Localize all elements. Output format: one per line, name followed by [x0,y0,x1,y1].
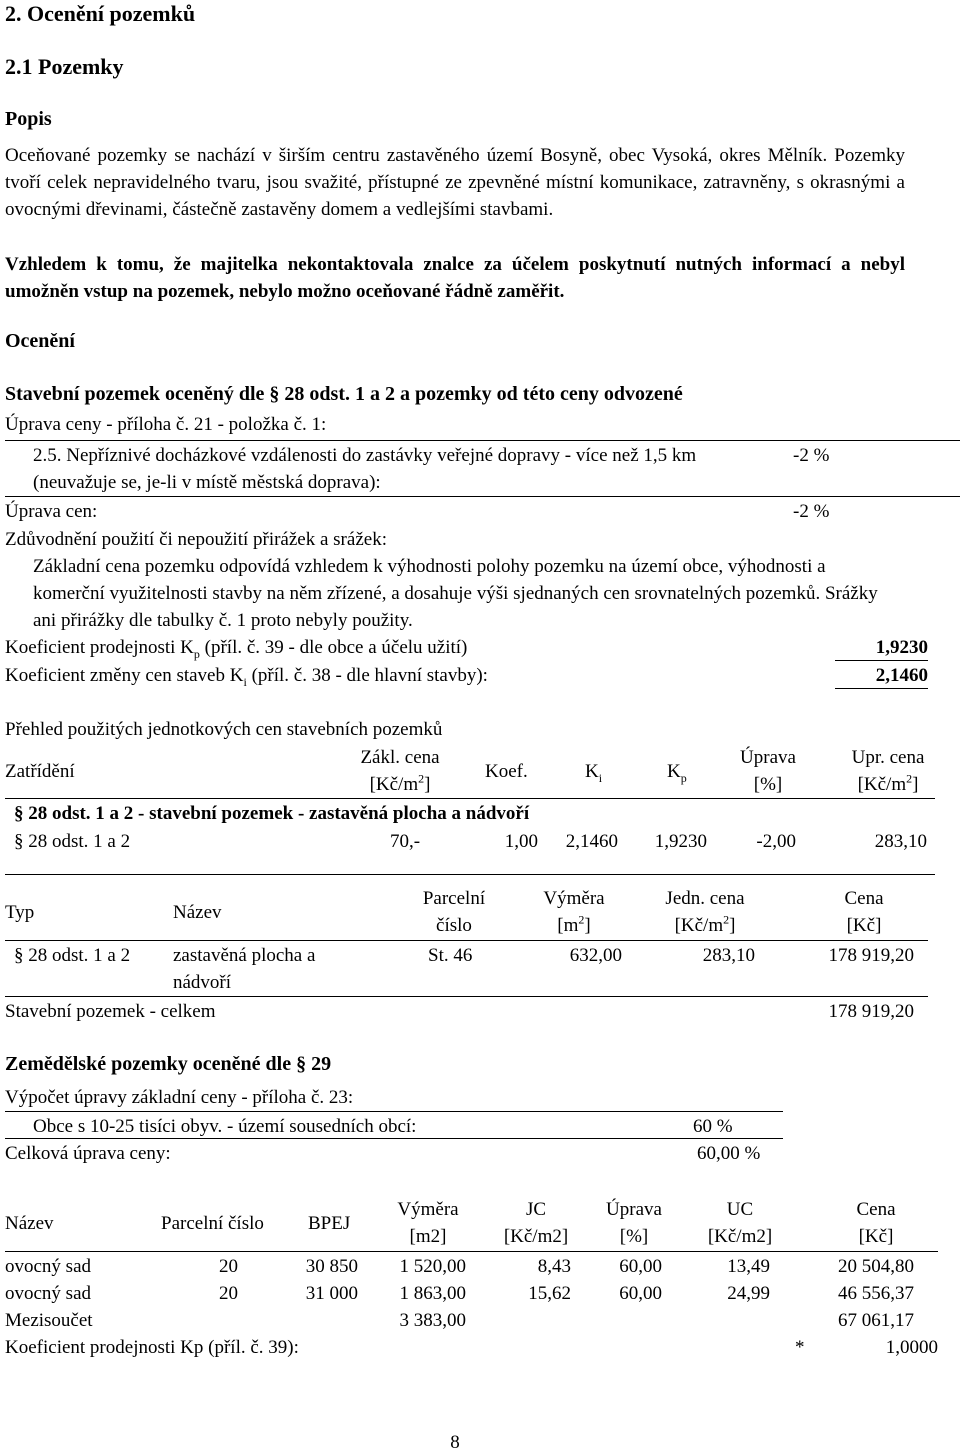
st-header-jedn: Jedn. cena [665,888,745,909]
zt-row-parcelni: 20 [219,1256,238,1277]
zt-row-jc: 8,43 [537,1256,571,1277]
header-koef: Koef. [485,761,528,782]
zt-header-vymera: Výměra [397,1199,459,1220]
st-row-cena: 178 919,20 [828,945,914,966]
zt-row-cena: 46 556,37 [838,1283,914,1304]
prehled-row-kp: 1,9230 [654,831,707,852]
heading-pozemky: 2.1 Pozemky [5,54,124,79]
underline-ki [835,688,928,689]
uprava-cen-value: -2 % [793,501,830,522]
popis-bold-text: Vzhledem k tomu, že majitelka nekontaktovala znalce za účelem poskytnutí nutných informací a nebyl umožněn vstup na pozemek, nebylo možno oceňované řádně zaměřit. [5,254,905,302]
zt-row-bpej: 31 000 [305,1283,358,1304]
header-upr-cena: Upr. cena [851,747,925,768]
page-number: 8 [450,1432,460,1453]
obce-value: 60 % [693,1116,733,1137]
kp-value: 1,9230 [875,637,928,658]
mezisoucet-cena: 67 061,17 [838,1310,914,1331]
oceneni-title: Ocenění [5,330,75,352]
zt-header-uc: UC [726,1199,754,1220]
prehled-row-ki: 2,1460 [565,831,618,852]
celkova-line [5,1138,783,1139]
vypocet-line [5,1111,783,1112]
header-zatrideni: Zatřídění [5,761,75,782]
header-ki: $K_i$ [585,761,603,785]
table-top-line [5,874,935,875]
zt-row-uc: 24,99 [727,1283,770,1304]
uprava-item-text: 2.5. Nepříznivé docházkové vzdálenosti do zastávky veřejné dopravy - více než 1,5 km (neuvažuje se, je-li v místě městská doprava): [33,445,697,493]
zt-header-uprava-unit: [%] [619,1226,649,1247]
zt-header-vymera-unit: [m2] [409,1226,447,1247]
zt-header-bpej: BPEJ [308,1213,351,1234]
st-total-line [5,996,928,997]
st-header-line [5,940,928,941]
st-header-parcelni2: číslo [436,915,472,936]
zt-header-uprava: Úprava [606,1199,662,1220]
zt-header-line [5,1251,938,1252]
uprava-ceny-title: Úprava ceny - příloha č. 21 - položka č. 1: [5,414,327,435]
zt-row-vymera: 1 863,00 [399,1283,466,1304]
zt-row-cena: 20 504,80 [838,1256,914,1277]
divider-line [5,496,960,497]
zt-row-parcelni: 20 [219,1283,238,1304]
st-row-vymera: 632,00 [569,945,622,966]
zt-header-parcelni: Parcelní číslo [161,1213,264,1234]
zt-row-vymera: 1 520,00 [399,1256,466,1277]
header-upr-unit: $[Kč/m^2]$ [857,771,919,795]
zt-header-jc: JC [525,1199,547,1220]
header-uprava-unit: [%] [753,774,783,795]
zt-row-uc: 13,49 [727,1256,770,1277]
st-header-cena-unit: [Kč] [846,915,882,936]
obce-label: Obce s 10-25 tisíci obyv. - území sousedních obcí: [33,1116,417,1137]
header-zakl-unit: $[Kč/m^2]$ [369,771,431,795]
st-header-typ: Typ [5,902,35,923]
header-zakl-cena: Zákl. cena [360,747,440,768]
prehled-row-upr-cena: 283,10 [874,831,927,852]
st-header-nazev: Název [173,902,222,923]
popis-text: Oceňované pozemky se nachází v širším centru zastavěného území Bosyně, obec Vysoká, okres Mělník. Pozemky tvoří celek nepravidelného tvaru, jsou svažité, přístupné ze zpevněné místní komunikace, zatravněny, s okrasnými a ovocnými dřevinami, částečně zastavěny domem a vedlejšími stavbami. [5,145,905,220]
zt-header-uc-unit: [Kč/m2] [707,1226,773,1247]
zt-header-cena: Cena [856,1199,896,1220]
uprava-cen-label: Úprava cen: [5,501,98,522]
prehled-group: § 28 odst. 1 a 2 - stavební pozemek - zastavěná plocha a nádvoří [14,803,530,824]
zt-row-bpej: 30 850 [305,1256,358,1277]
koef-label: Koeficient prodejnosti Kp (příl. č. 39): [5,1337,299,1358]
header-uprava: Úprava [740,747,796,768]
celkova-label: Celková úprava ceny: [5,1143,171,1164]
ki-label: Koeficient změny cen staveb $K_i$ (příl. č. 38 - dle hlavní stavby): [5,665,488,689]
divider-line [5,440,960,441]
st-header-parcelni: Parcelní [422,888,486,909]
underline-kp [835,660,928,661]
vypocet-label: Výpočet úpravy základní ceny - příloha č. 23: [5,1087,354,1108]
zt-row-nazev: ovocný sad [5,1256,92,1277]
prehled-row-zatrideni: § 28 odst. 1 a 2 [14,831,131,852]
mezisoucet-label: Mezisoučet [5,1310,93,1331]
celkova-value: 60,00 % [697,1143,761,1164]
kp-label: Koeficient prodejnosti $K_p$ (příl. č. 39 - dle obce a účelu užití) [5,637,468,661]
prehled-title: Přehled použitých jednotkových cen stavebních pozemků [5,719,443,740]
uprava-item-value: -2 % [793,445,830,466]
stavebni-pozemek-title: Stavební pozemek oceněný dle § 28 odst. 1 a 2 a pozemky od této ceny odvozené [5,383,683,405]
st-row-jedn: 283,10 [702,945,755,966]
st-header-vymera-unit: $[m^2]$ [557,912,591,936]
table-header-line [5,798,935,799]
zt-row-jc: 15,62 [528,1283,571,1304]
st-header-cena: Cena [844,888,884,909]
st-header-jedn-unit: $[Kč/m^2]$ [674,912,736,936]
st-row-nazev2: nádvoří [173,972,232,993]
st-row-nazev1: zastavěná plocha a [173,945,316,966]
zt-row-nazev: ovocný sad [5,1283,92,1304]
zduvodneni-text: Základní cena pozemku odpovídá vzhledem k výhodnosti polohy pozemku na území obce, výhodnosti a komerční využitelnosti stavby na něm zřízené, a dosahuje výši sjednaných cen srovnatelných pozemků. Srážky ani přirážky dle tabulky č. 1 proto nebyly použity. [33,556,878,631]
st-header-vymera: Výměra [543,888,605,909]
prehled-row-koef: 1,00 [504,831,538,852]
zemedelske-title: Zemědělské pozemky oceněné dle § 29 [5,1053,332,1075]
koef-star: * [795,1337,805,1358]
popis-title: Popis [5,108,52,130]
header-kp: $K_p$ [667,761,687,785]
st-row-typ: § 28 odst. 1 a 2 [14,945,131,966]
mezisoucet-vymera: 3 383,00 [399,1310,466,1331]
prehled-row-uprava: -2,00 [756,831,796,852]
st-row-parcelni: St. 46 [428,945,473,966]
koef-value: 1,0000 [885,1337,938,1358]
prehled-row-zakl-cena: 70,- [390,831,421,852]
st-total-value: 178 919,20 [828,1001,914,1022]
zt-header-jc-unit: [Kč/m2] [503,1226,569,1247]
zt-row-uprava: 60,00 [619,1283,662,1304]
st-total-label: Stavební pozemek - celkem [5,1001,216,1022]
heading-ocenení-pozemku: 2. Ocenění pozemků [5,1,196,26]
zt-row-uprava: 60,00 [619,1256,662,1277]
zt-header-nazev: Název [5,1213,54,1234]
ki-value: 2,1460 [875,665,928,686]
zduvodneni-label: Zdůvodnění použití či nepoužití přirážek a srážek: [5,529,387,550]
zt-header-cena-unit: [Kč] [858,1226,894,1247]
